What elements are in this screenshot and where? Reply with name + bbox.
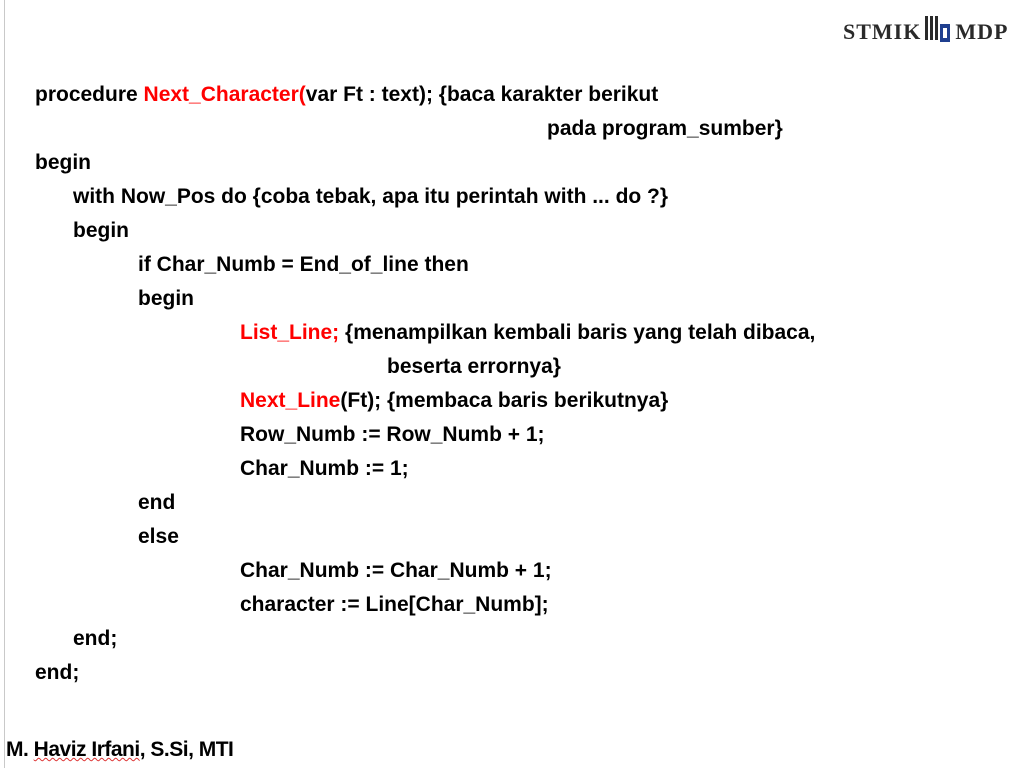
code-line-3: begin [35, 151, 91, 174]
code-line-4: with Now_Pos do {coba tebak, apa itu perintah with ... do ?} [73, 185, 669, 208]
code-line-8: List_Line; {menampilkan kembali baris yang telah dibaca, [240, 321, 816, 344]
code-line-12: Char_Numb := 1; [240, 457, 409, 480]
code-line-15: Char_Numb := Char_Numb + 1; [240, 559, 552, 582]
author-name: Haviz Irfani [33, 738, 140, 761]
code-line-5: begin [73, 219, 129, 242]
procedure-name: Next_Character( [143, 83, 306, 106]
code-line-14: else [138, 525, 179, 548]
code-line-2: pada program_sumber} [547, 117, 783, 140]
logo-emblem-icon [924, 14, 952, 50]
code-line-9: beserta errornya} [387, 355, 561, 378]
code-block [35, 78, 815, 690]
code-line-1: procedure Next_Character(var Ft : text); {baca karakter berikut [35, 83, 659, 106]
code-line-11: Row_Numb := Row_Numb + 1; [240, 423, 545, 446]
code-line-16: character := Line[Char_Numb]; [240, 593, 549, 616]
logo-right-text: MDP [955, 19, 1009, 44]
list-line-call: List_Line; [240, 321, 340, 344]
logo-left-text: STMIK [843, 19, 922, 44]
code-line-13: end [138, 491, 176, 514]
stmik-mdp-logo [843, 12, 1008, 52]
code-line-6: if Char_Numb = End_of_line then [138, 253, 469, 276]
code-line-17: end; [73, 627, 118, 650]
code-line-18: end; [35, 661, 80, 684]
next-line-call: Next_Line [240, 389, 341, 412]
code-line-10: Next_Line(Ft); {membaca baris berikutnya} [240, 389, 669, 412]
left-border-line [4, 0, 5, 768]
author-footer: M. Haviz Irfani, S.Si, MTI [6, 738, 234, 761]
code-line-7: begin [138, 287, 194, 310]
